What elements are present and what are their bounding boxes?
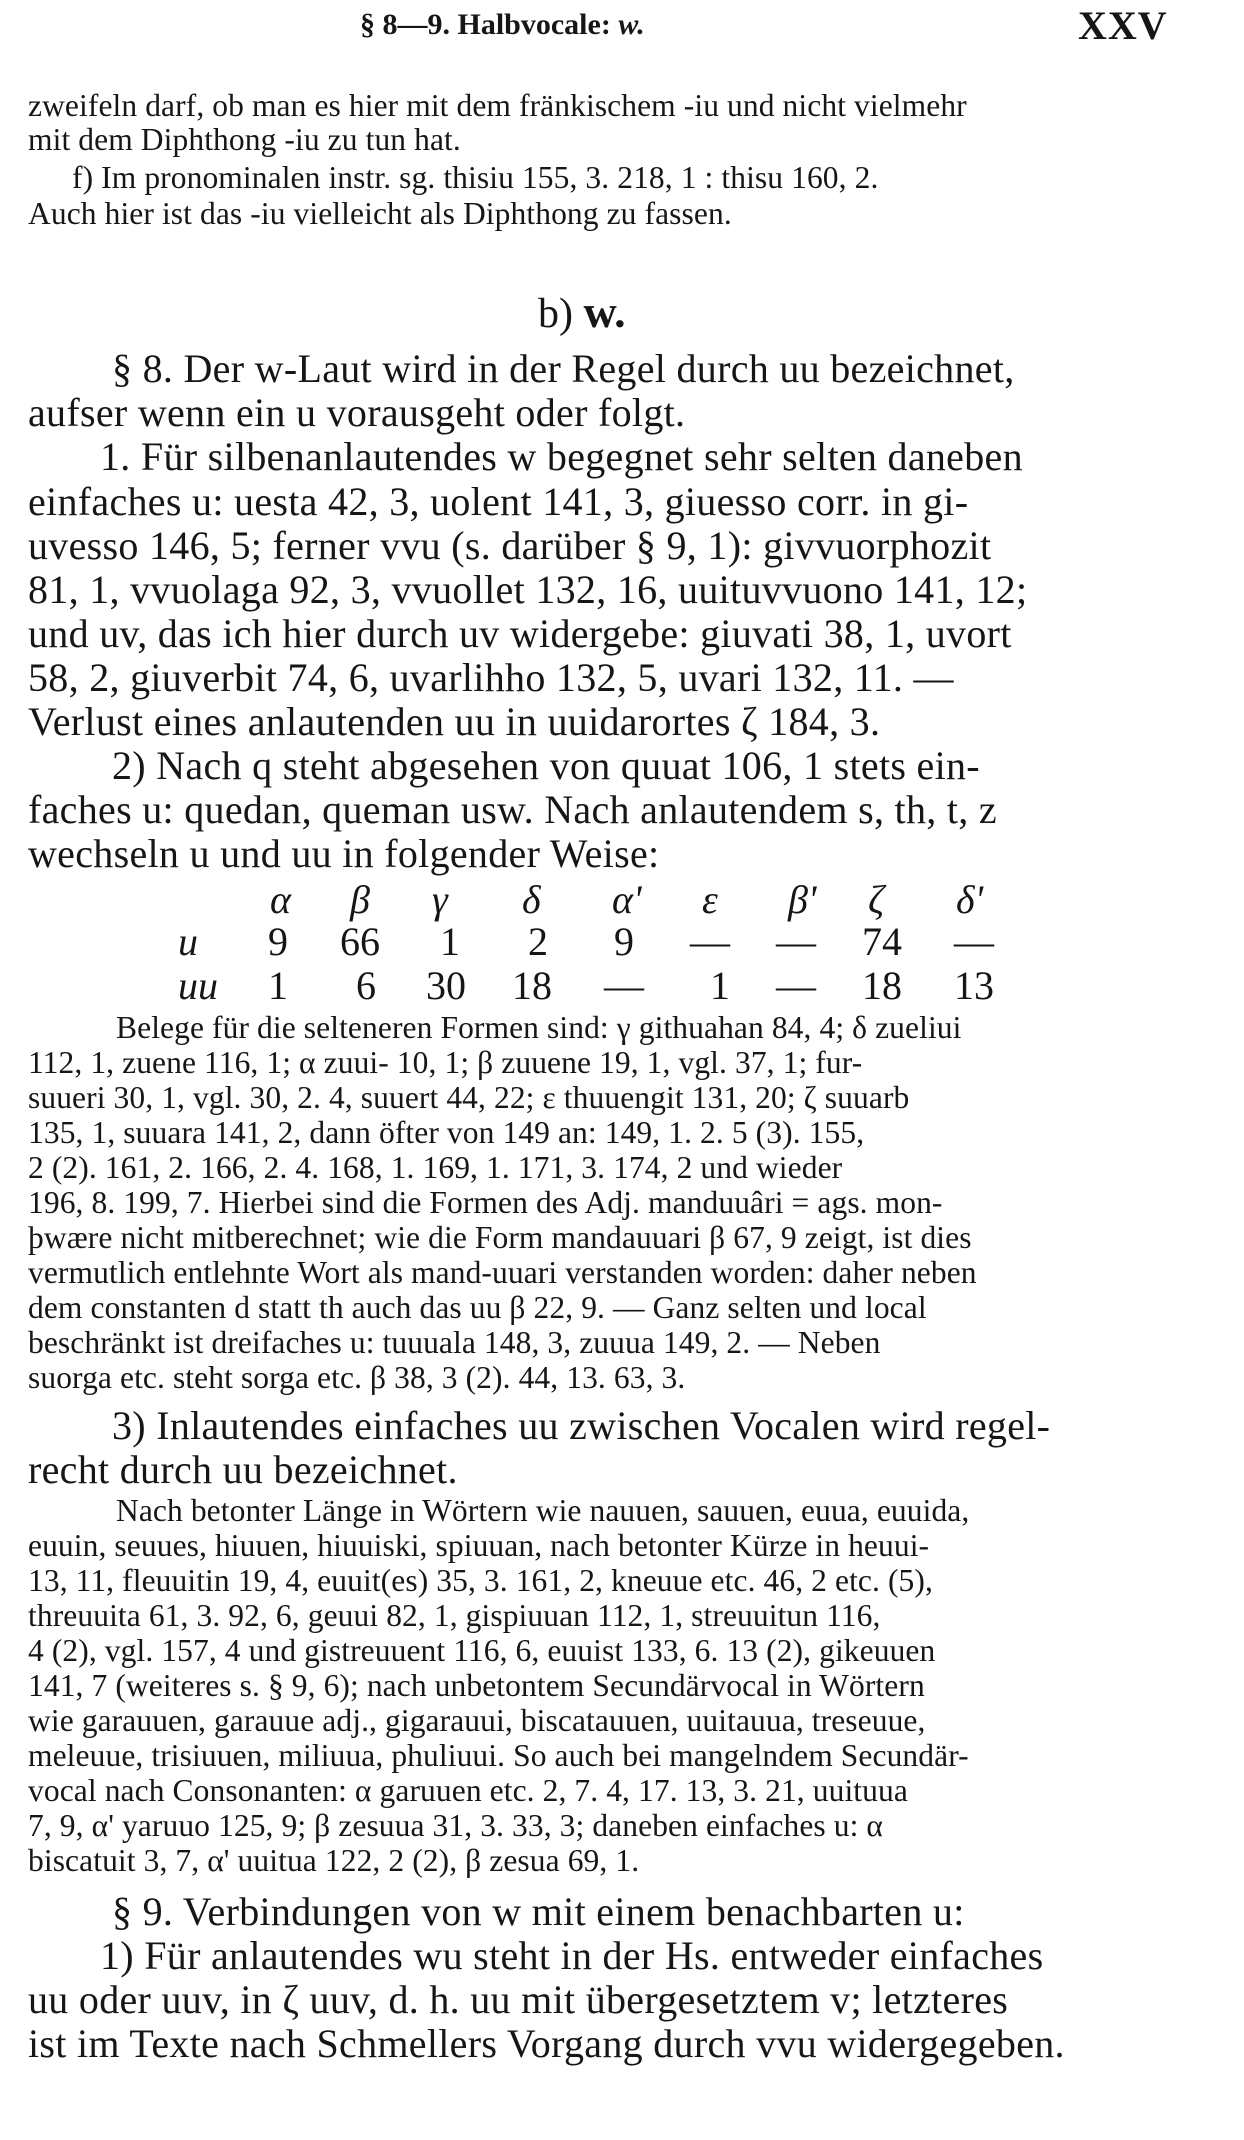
text-line: ist im Texte nach Schmellers Vorgang durch vvu widergegeben.	[28, 2021, 1065, 2066]
table-cell: 1	[268, 963, 288, 1008]
table-header-cell: ζ	[868, 877, 885, 922]
text-line: Verlust eines anlautenden uu in uuidarortes ζ 184, 3.	[28, 699, 881, 744]
note-line: 2 (2). 161, 2. 166, 2. 4. 168, 1. 169, 1. 171, 3. 174, 2 und wieder	[28, 1150, 843, 1185]
table-header-cell: δ'	[956, 877, 984, 922]
text-line: uu oder uuv, in ζ uuv, d. h. uu mit übergesetztem v; letzteres	[28, 1977, 1009, 2022]
text-line: wechseln u und uu in folgender Weise:	[28, 831, 660, 876]
section-heading-prefix: b)	[538, 291, 584, 337]
section-reference: § 8—9. Halbvocale:	[360, 8, 619, 41]
table-header-cell: α	[270, 877, 291, 922]
note-line: threuuita 61, 3. 92, 6, geuui 82, 1, gispiuuan 112, 1, streuuitun 116,	[28, 1598, 881, 1633]
section-heading	[538, 285, 626, 338]
table-row	[0, 918, 1244, 962]
text-line: recht durch uu bezeichnet.	[28, 1447, 458, 1492]
note-line: suorga etc. steht sorga etc. β 38, 3 (2). 44, 13. 63, 3.	[28, 1360, 686, 1395]
note-line: 4 (2), vgl. 157, 4 und gistreuuent 116, 6, euuist 133, 6. 13 (2), gikeuuen	[28, 1633, 936, 1668]
note-line: meleuue, trisiuuen, miliuua, phuliuui. So auch bei mangelndem Secundär-	[28, 1738, 969, 1773]
table-row	[0, 962, 1244, 1006]
text-line: einfaches u: uesta 42, 3, uolent 141, 3, giuesso corr. in gi-	[28, 479, 969, 524]
text-line: aufser wenn ein u vorausgeht oder folgt.	[28, 390, 686, 435]
section-reference-letter: w.	[618, 8, 645, 41]
note-line: vermutlich entlehnte Wort als mand-uuari verstanden worden: daher neben	[28, 1255, 977, 1290]
table-cell: 6	[356, 963, 376, 1008]
section-heading-letter: w.	[583, 286, 626, 337]
text-line: 1. Für silbenanlautendes w begegnet sehr selten daneben	[100, 434, 1023, 479]
note-line: beschränkt ist dreifaches u: tuuuala 148, 3, zuuua 149, 2. — Neben	[28, 1325, 881, 1360]
text-line: mit dem Diphthong -iu zu tun hat.	[28, 122, 461, 157]
table-cell: —	[776, 963, 816, 1008]
note-line: Nach betonter Länge in Wörtern wie nauuen, sauuen, euua, euuida,	[116, 1493, 970, 1528]
text-line: f) Im pronominalen instr. sg. thisiu 155, 3. 218, 1 : thisu 160, 2.	[72, 160, 879, 195]
table-cell: 66	[340, 919, 380, 964]
page-numeral: XXV	[1078, 3, 1168, 48]
table-cell: 1	[710, 963, 730, 1008]
table-cell: 2	[528, 919, 548, 964]
note-line: 135, 1, suuara 141, 2, dann öfter von 149 an: 149, 1. 2. 5 (3). 155,	[28, 1115, 865, 1150]
text-line: 3) Inlautendes einfaches uu zwischen Vocalen wird regel-	[112, 1403, 1051, 1448]
table-header-cell: ε	[702, 877, 718, 922]
table-cell: 9	[268, 919, 288, 964]
text-line: 2) Nach q steht abgesehen von quuat 106, 1 stets ein-	[112, 743, 980, 788]
table-cell: 74	[862, 919, 902, 964]
table-cell: —	[954, 919, 994, 964]
table-cell: 30	[426, 963, 466, 1008]
running-header	[360, 8, 645, 42]
table-header-cell: β	[350, 877, 370, 922]
note-line: 196, 8. 199, 7. Hierbei sind die Formen des Adj. manduuâri = ags. mon-	[28, 1185, 943, 1220]
table-cell: 1	[440, 919, 460, 964]
text-line: 58, 2, giuverbit 74, 6, uvarlihho 132, 5, uvari 132, 11. —	[28, 655, 954, 700]
text-line: 81, 1, vvuolaga 92, 3, vvuollet 132, 16, uuituvvuono 141, 12;	[28, 567, 1028, 612]
note-line: 13, 11, fleuuitin 19, 4, euuit(es) 35, 3. 161, 2, kneuue etc. 46, 2 etc. (5),	[28, 1563, 933, 1598]
text-line: und uv, das ich hier durch uv widergebe: giuvati 38, 1, uvort	[28, 611, 1012, 656]
note-line: dem constanten d statt th auch das uu β 22, 9. — Ganz selten und local	[28, 1290, 927, 1325]
table-header-cell: γ	[432, 877, 448, 922]
text-line: faches u: quedan, queman usw. Nach anlautendem s, th, t, z	[28, 787, 997, 832]
text-line: § 9. Verbindungen von w mit einem benachbarten u:	[112, 1889, 965, 1934]
table-row-label: u	[178, 919, 198, 964]
note-line: vocal nach Consonanten: α garuuen etc. 2, 7. 4, 17. 13, 3. 21, uuituua	[28, 1773, 908, 1808]
text-line: § 8. Der w-Laut wird in der Regel durch uu bezeichnet,	[112, 346, 1015, 391]
note-line: þwære nicht mitberechnet; wie die Form mandauuari β 67, 9 zeigt, ist dies	[28, 1220, 972, 1255]
table-cell: 18	[862, 963, 902, 1008]
text-line: uvesso 146, 5; ferner vvu (s. darüber § 9, 1): givvuorphozit	[28, 523, 992, 568]
table-cell: 18	[512, 963, 552, 1008]
note-line: suueri 30, 1, vgl. 30, 2. 4, suuert 44, 22; ε thuuengit 131, 20; ζ suuarb	[28, 1080, 910, 1115]
text-line: Auch hier ist das -iu vielleicht als Diphthong zu fassen.	[28, 196, 732, 231]
text-line: zweifeln darf, ob man es hier mit dem fränkischem -iu und nicht vielmehr	[28, 88, 967, 123]
table-cell: —	[776, 919, 816, 964]
table-cell: 13	[954, 963, 994, 1008]
table-row-label: uu	[178, 963, 218, 1008]
table-cell: 9	[614, 919, 634, 964]
table-cell: —	[604, 963, 644, 1008]
note-line: 141, 7 (weiteres s. § 9, 6); nach unbetontem Secundärvocal in Wörtern	[28, 1668, 925, 1703]
table-header-cell: β'	[788, 877, 817, 922]
note-line: Belege für die selteneren Formen sind: γ githuahan 84, 4; δ zueliui	[116, 1010, 962, 1045]
table-cell: —	[690, 919, 730, 964]
note-line: biscatuit 3, 7, α' uuitua 122, 2 (2), β zesua 69, 1.	[28, 1843, 640, 1878]
note-line: 112, 1, zuene 116, 1; α zuui- 10, 1; β zuuene 19, 1, vgl. 37, 1; fur-	[28, 1045, 863, 1080]
note-line: wie garauuen, garauue adj., gigarauui, biscatauuen, uuitauua, treseuue,	[28, 1703, 926, 1738]
table-header-cell: δ	[522, 877, 541, 922]
table-header-row	[0, 876, 1244, 920]
note-line: euuin, seuues, hiuuen, hiuuiski, spiuuan, nach betonter Kürze in heuui-	[28, 1528, 930, 1563]
note-line: 7, 9, α' yaruuo 125, 9; β zesuua 31, 3. 33, 3; daneben einfaches u: α	[28, 1808, 884, 1843]
text-line: 1) Für anlautendes wu steht in der Hs. entweder einfaches	[100, 1933, 1044, 1978]
table-header-cell: α'	[612, 877, 642, 922]
